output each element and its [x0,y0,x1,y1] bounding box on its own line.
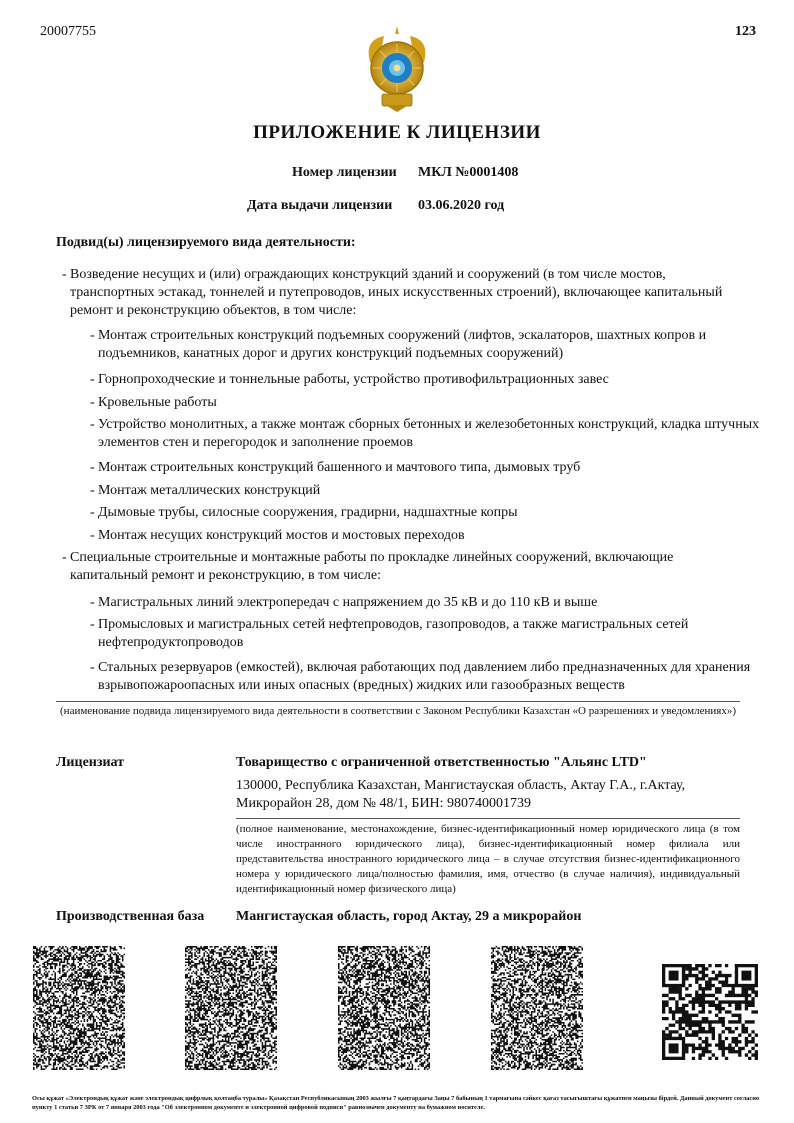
license-date-label: Дата выдачи лицензии [247,198,393,213]
license-number-label: Номер лицензии [292,165,397,180]
activity-item: - Промысловых и магистральных сетей нефтепроводов, газопроводов, а также магистральных сетей нефтепродуктопроводов [90,617,689,650]
activity-item: - Горнопроходческие и тоннельные работы, устройство противофильтрационных завес [90,372,609,387]
activity-item: - Монтаж металлических конструкций [90,483,321,498]
activity-item: - Кровельные работы [90,395,217,410]
license-date-value: 03.06.2020 год [418,198,505,213]
activity-item: - Стальных резервуаров (емкостей), включая работающих под давлением либо предназначенных для хранения взрывопожароопасных или иных опасных (вредных) жидких или газообразных веществ [90,660,751,693]
qr-code-icon [338,946,430,1070]
production-base-value: Мангистауская область, город Актау, 29 а микрорайон [236,909,582,924]
activity-group-text: Специальные строительные и монтажные работы по прокладке линейных сооружений, включающие капитальный ремонт и реконструкцию, в том числе: [70,550,674,583]
activity-group: - Специальные строительные и монтажные работы по прокладке линейных сооружений, включающие капитальный ремонт и реконструкцию, в том числе: [62,549,752,585]
licensee-address-line1: 130000, Республика Казахстан, Мангистауская область, Актау Г.А., г.Актау, [236,778,686,793]
qr-code-icon [185,946,277,1070]
qr-code-icon [33,946,125,1070]
subtype-caption: (наименование подвида лицензируемого вида деятельности в соответствии с Законом Республики Казахстан «О разрешениях и уведомлениях») [60,705,736,717]
licensee-name: Товарищество с ограниченной ответственностью "Альянс LTD" [236,755,647,770]
license-number-value: МКЛ №0001408 [418,165,519,180]
licensee-address-line2: Микрорайон 28, дом № 48/1, БИН: 980740001739 [236,796,532,811]
page-number: 123 [735,24,756,39]
subtypes-heading: Подвид(ы) лицензируемого вида деятельности: [56,235,356,250]
legal-footer: Осы құжат «Электрондық құжат және электрондық цифрлық қолтаңба туралы» Қазақстан Республикасының 2003 жылғы 7 қаңтардағы Заңы 7 бабының 1 тармағына сәйкес қағаз тасығыштағы құжатпен маңызы бірдей. Данный документ согласно пункту 1 статьи 7 ЗРК от 7 января 2003 года "Об электронном документе и электронной цифровой подписи" равнозначен документу на бумажном носителе. [32,1095,760,1111]
qr-code-icon [491,946,583,1070]
activity-group-text: Возведение несущих и (или) ограждающих конструкций зданий и сооружений (в том числе мостов, транспортных эстакад, тоннелей и путепроводов, иных искусственных строений), включающее капитальный ремонт и реконструкцию объектов, в том числе: [70,267,723,318]
divider [56,701,740,702]
document-number: 20007755 [40,24,96,39]
state-emblem-icon [362,22,432,112]
licensee-label: Лицензиат [56,755,125,770]
activity-item: - Монтаж несущих конструкций мостов и мостовых переходов [90,528,465,543]
activity-item: - Магистральных линий электропередач с напряжением до 35 кВ и до 110 кВ и выше [90,595,598,610]
divider [236,818,740,819]
qr-code-icon [662,964,758,1060]
activity-item: - Дымовые трубы, силосные сооружения, градирни, надшахтные копры [90,505,518,520]
activity-item: - Монтаж строительных конструкций подъемных сооружений (лифтов, эскалаторов, шахтных копров и подъемников, канатных дорог и других конструкций подъемных сооружений) [90,328,707,361]
page-title: ПРИЛОЖЕНИЕ К ЛИЦЕНЗИИ [253,122,541,143]
licensee-caption: (полное наименование, местонахождение, бизнес-идентификационный номер юридического лица (в том числе иностранного юридического лица), бизнес-идентификационный номер филиала или представительства иностранного юридического лица – в случае отсутствия бизнес-идентификационного номера у юридического лица/полностью фамилия, имя, отчество (в случае наличия), индивидуальный идентификационный номер физического лица) [236,823,740,895]
activity-item: - Устройство монолитных, а также монтаж сборных бетонных и железобетонных конструкций, кладка штучных элементов стен и перегородок и заполнение проемов [90,417,760,450]
activity-item: - Монтаж строительных конструкций башенного и мачтового типа, дымовых труб [90,460,581,475]
activity-group: - Возведение несущих и (или) ограждающих конструкций зданий и сооружений (в том числе мостов, транспортных эстакад, тоннелей и путепроводов, иных искусственных строений), включающее капитальный ремонт и реконструкцию объектов, в том числе: [62,266,752,320]
production-base-label: Производственная база [56,909,205,924]
